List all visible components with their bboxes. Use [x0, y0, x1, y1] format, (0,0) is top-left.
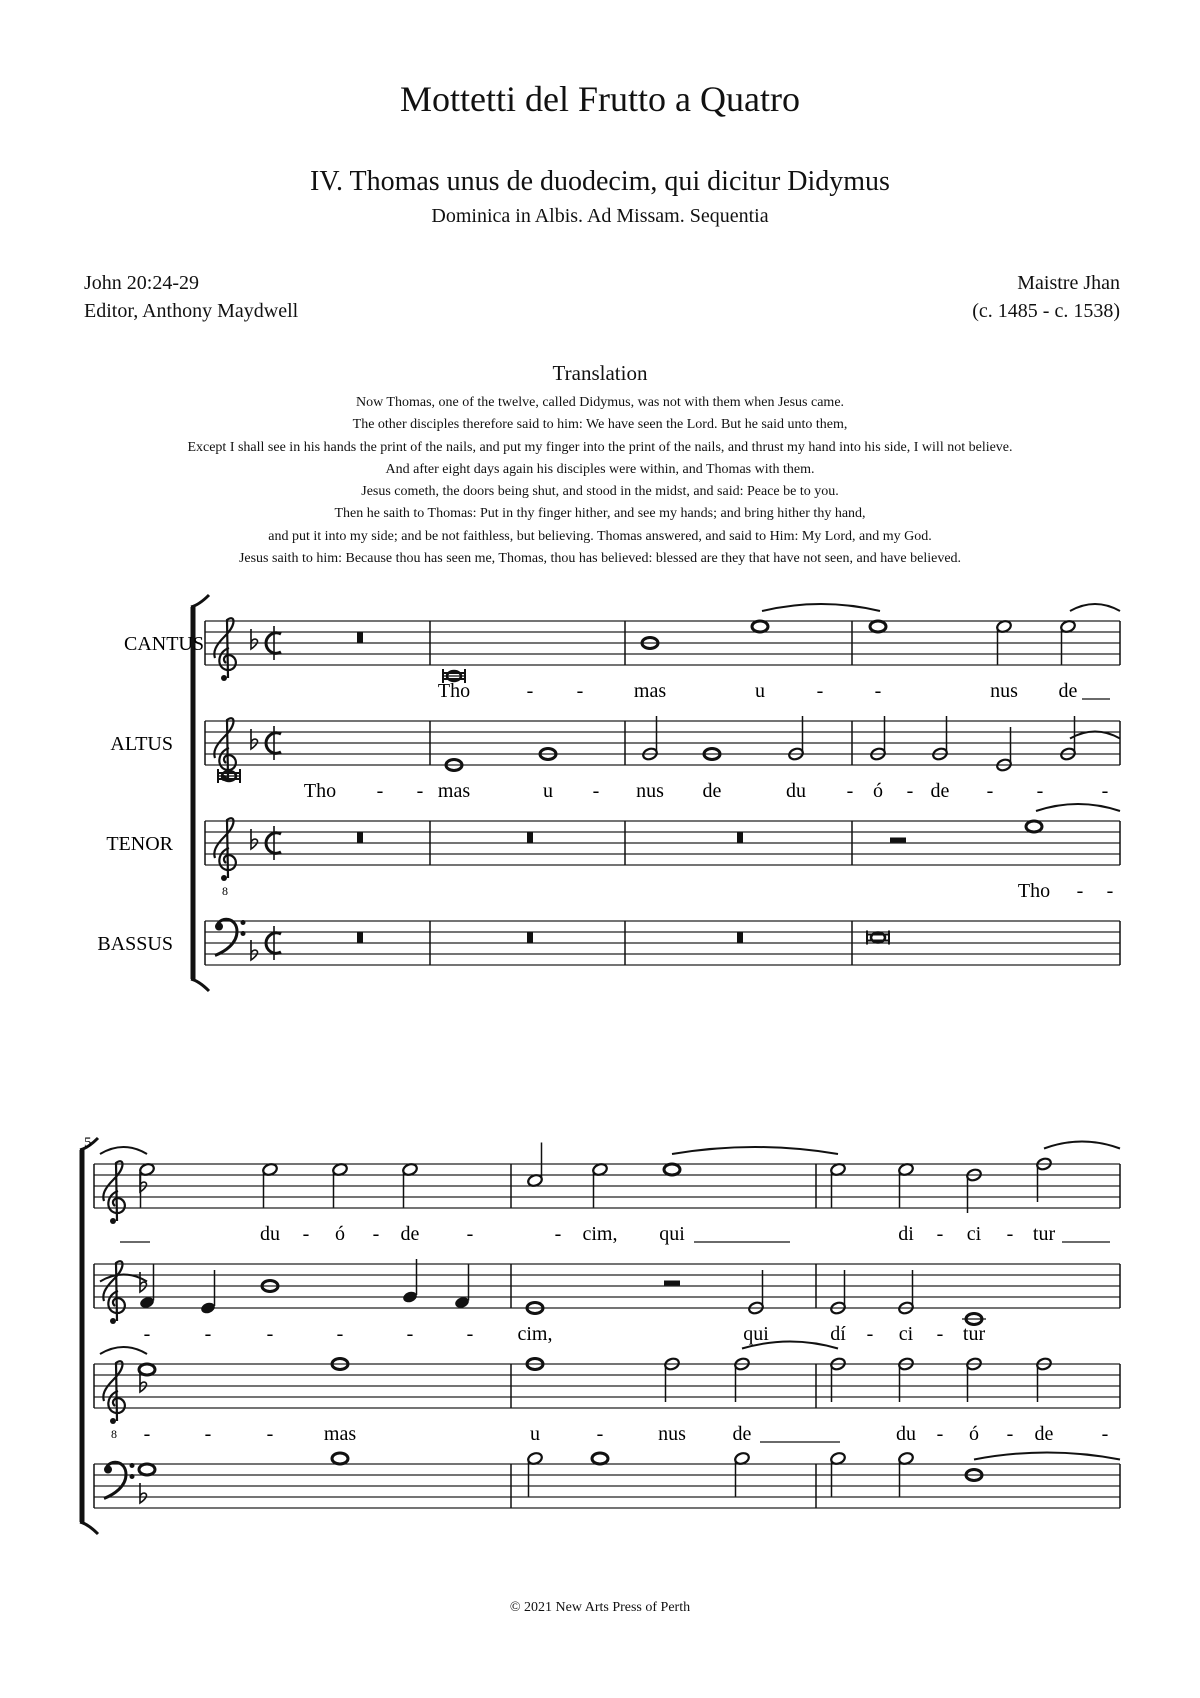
lyric-syllable: ó [969, 1423, 979, 1445]
lyric-syllable: de [702, 780, 722, 802]
lyric-syllable: mas [323, 1423, 357, 1445]
lyric-syllable: - [336, 1323, 344, 1345]
tie [1044, 1142, 1120, 1149]
composer-dates: (c. 1485 - c. 1538) [972, 300, 1120, 322]
lyric-syllable: ci [898, 1323, 914, 1345]
whole-rest [357, 932, 363, 943]
lyric-syllable: qui [659, 1223, 685, 1245]
text-source: John 20:24-29 [84, 272, 199, 294]
lyric-syllable: mas [437, 780, 471, 802]
translation-line: And after eight days again his disciples were within, and Thomas with them. [385, 461, 815, 477]
lyric-syllable: - [406, 1323, 414, 1345]
lyric-syllable: ó [873, 780, 883, 802]
bracket-hook [80, 1522, 98, 1534]
voice-label-tenor: TENOR [106, 833, 173, 855]
lyric-syllable: - [906, 780, 914, 802]
lyric-syllable: - [1036, 780, 1044, 802]
whole-note [332, 1453, 348, 1464]
bass-clef [215, 919, 246, 955]
lyric-syllable: - [816, 680, 824, 702]
lyric-syllable: Tho [303, 780, 337, 802]
octave-mark: 8 [111, 1427, 117, 1441]
tie [762, 604, 880, 611]
tie [672, 1147, 838, 1154]
composer-name: Maistre Jhan [1017, 272, 1120, 294]
treble-clef [103, 1161, 125, 1224]
lyric-syllable: de [930, 780, 950, 802]
lyric-syllable: ó [335, 1223, 345, 1245]
lyric-syllable: Tho [1017, 880, 1051, 902]
treble-clef [214, 818, 236, 881]
copyright-notice: © 2021 New Arts Press of Perth [509, 1600, 691, 1615]
voice-label-cantus: CANTUS [123, 633, 204, 655]
lyric-syllable: - [466, 1323, 474, 1345]
whole-rest [357, 832, 363, 843]
tie [100, 1147, 147, 1154]
lyric-syllable: - [936, 1323, 944, 1345]
lyric-syllable: u [543, 780, 553, 802]
whole-rest [737, 932, 743, 943]
lyric-syllable: - [874, 680, 882, 702]
whole-note [1026, 821, 1042, 832]
treble-clef [103, 1261, 125, 1324]
lyric-syllable: du [896, 1423, 916, 1445]
lyric-syllable: cim, [517, 1323, 553, 1345]
whole-note [139, 1364, 155, 1375]
tie [974, 1453, 1120, 1460]
lyric-syllable: tur [1032, 1223, 1056, 1245]
octave-mark: 8 [222, 884, 228, 898]
tie [1070, 604, 1120, 611]
whole-note [139, 1464, 155, 1475]
lyric-syllable: de [400, 1223, 420, 1245]
lyric-syllable: - [526, 680, 534, 702]
lyric-syllable: de [1058, 680, 1078, 702]
score-system-1 [191, 595, 1120, 991]
translation-line: Except I shall see in his hands the print of the nails, and put my finger into the print of the nails, and thrust my hand into his side, I will not believe. [187, 439, 1013, 455]
lyric-syllable: - [1006, 1223, 1014, 1245]
bass-clef [104, 1462, 135, 1498]
lyric-syllable: - [266, 1423, 274, 1445]
lyric-syllable: - [1106, 880, 1114, 902]
translation-line: and put it into my side; and be not faithless, but believing. Thomas answered, and said to Him: My Lord, and my God. [268, 528, 932, 544]
treble-clef [214, 618, 236, 681]
lyric-syllable: - [372, 1223, 380, 1245]
lyric-syllable: - [376, 780, 384, 802]
lyric-syllable: ci [966, 1223, 982, 1245]
lyric-syllable: - [1101, 1423, 1109, 1445]
lyric-syllable: qui [743, 1323, 769, 1345]
score-system-2 [80, 1138, 1120, 1534]
lyric-syllable: dí [830, 1323, 846, 1345]
lyric-syllable: - [554, 1223, 562, 1245]
lyric-syllable: de [1034, 1423, 1054, 1445]
lyric-syllable: de [732, 1423, 752, 1445]
translation-line: Jesus cometh, the doors being shut, and stood in the midst, and said: Peace be to you. [361, 484, 839, 500]
lyric-syllable: - [986, 780, 994, 802]
lyric-syllable: - [302, 1223, 310, 1245]
whole-note [592, 1453, 608, 1464]
lyric-syllable: - [143, 1323, 151, 1345]
translation-line: Now Thomas, one of the twelve, called Didymus, was not with them when Jesus came. [355, 395, 845, 410]
lyric-syllable: cim, [582, 1223, 618, 1245]
bracket-hook [191, 595, 209, 607]
lyric-syllable: - [1101, 780, 1109, 802]
lyric-syllable: - [204, 1323, 212, 1345]
piece-title: Mottetti del Frutto a Quatro [400, 79, 800, 119]
lyric-syllable: - [936, 1423, 944, 1445]
lyric-syllable: Tho [437, 680, 471, 702]
lyric-syllable: - [416, 780, 424, 802]
lyric-syllable: - [846, 780, 854, 802]
lyric-syllable: du [260, 1223, 280, 1245]
lyric-syllable: u [755, 680, 765, 702]
lyric-syllable: tur [962, 1323, 986, 1345]
lyric-syllable: di [898, 1223, 914, 1245]
half-rest [664, 1281, 680, 1286]
lyric-syllable: du [786, 780, 806, 802]
lyric-syllable: - [592, 780, 600, 802]
lyric-syllable: - [866, 1323, 874, 1345]
lyric-syllable: nus [658, 1423, 686, 1445]
lyric-syllable: u [530, 1423, 540, 1445]
editor-credit: Editor, Anthony Maydwell [84, 300, 299, 322]
lyric-syllable: - [1006, 1423, 1014, 1445]
motet-title: IV. Thomas unus de duodecim, qui dicitur Didymus [310, 166, 890, 197]
whole-note [752, 621, 768, 632]
whole-note [870, 621, 886, 632]
measure-number: 5 [84, 1135, 92, 1151]
whole-rest [357, 632, 363, 643]
half-rest [890, 838, 906, 843]
lyric-syllable: - [466, 1223, 474, 1245]
lyric-syllable: nus [990, 680, 1018, 702]
tie [100, 1347, 147, 1354]
lyric-syllable: - [204, 1423, 212, 1445]
translation-line: Jesus saith to him: Because thou has seen me, Thomas, thou has believed: blessed are they that have not seen, and have believed. [238, 551, 962, 567]
treble-clef [103, 1361, 125, 1424]
whole-rest [527, 832, 533, 843]
lyric-syllable: - [143, 1423, 151, 1445]
liturgical-occasion: Dominica in Albis. Ad Missam. Sequentia [431, 205, 769, 227]
lyric-syllable: mas [633, 680, 667, 702]
voice-label-altus: ALTUS [110, 733, 173, 755]
lyric-syllable: - [596, 1423, 604, 1445]
translation-heading: Translation [552, 361, 648, 385]
lyric-syllable: - [936, 1223, 944, 1245]
translation-line: The other disciples therefore said to him: We have seen the Lord. But he said unto them, [352, 417, 848, 433]
lyric-syllable: - [266, 1323, 274, 1345]
voice-label-bassus: BASSUS [97, 933, 173, 955]
whole-rest [527, 932, 533, 943]
lyric-syllable: nus [636, 780, 664, 802]
tie [1036, 804, 1120, 811]
whole-note [664, 1164, 680, 1175]
whole-rest [737, 832, 743, 843]
lyric-syllable: - [1076, 880, 1084, 902]
translation-line: Then he saith to Thomas: Put in thy finger hither, and see my hands; and bring hither thy hand, [334, 506, 866, 522]
lyric-syllable: - [576, 680, 584, 702]
bracket-hook [191, 979, 209, 991]
